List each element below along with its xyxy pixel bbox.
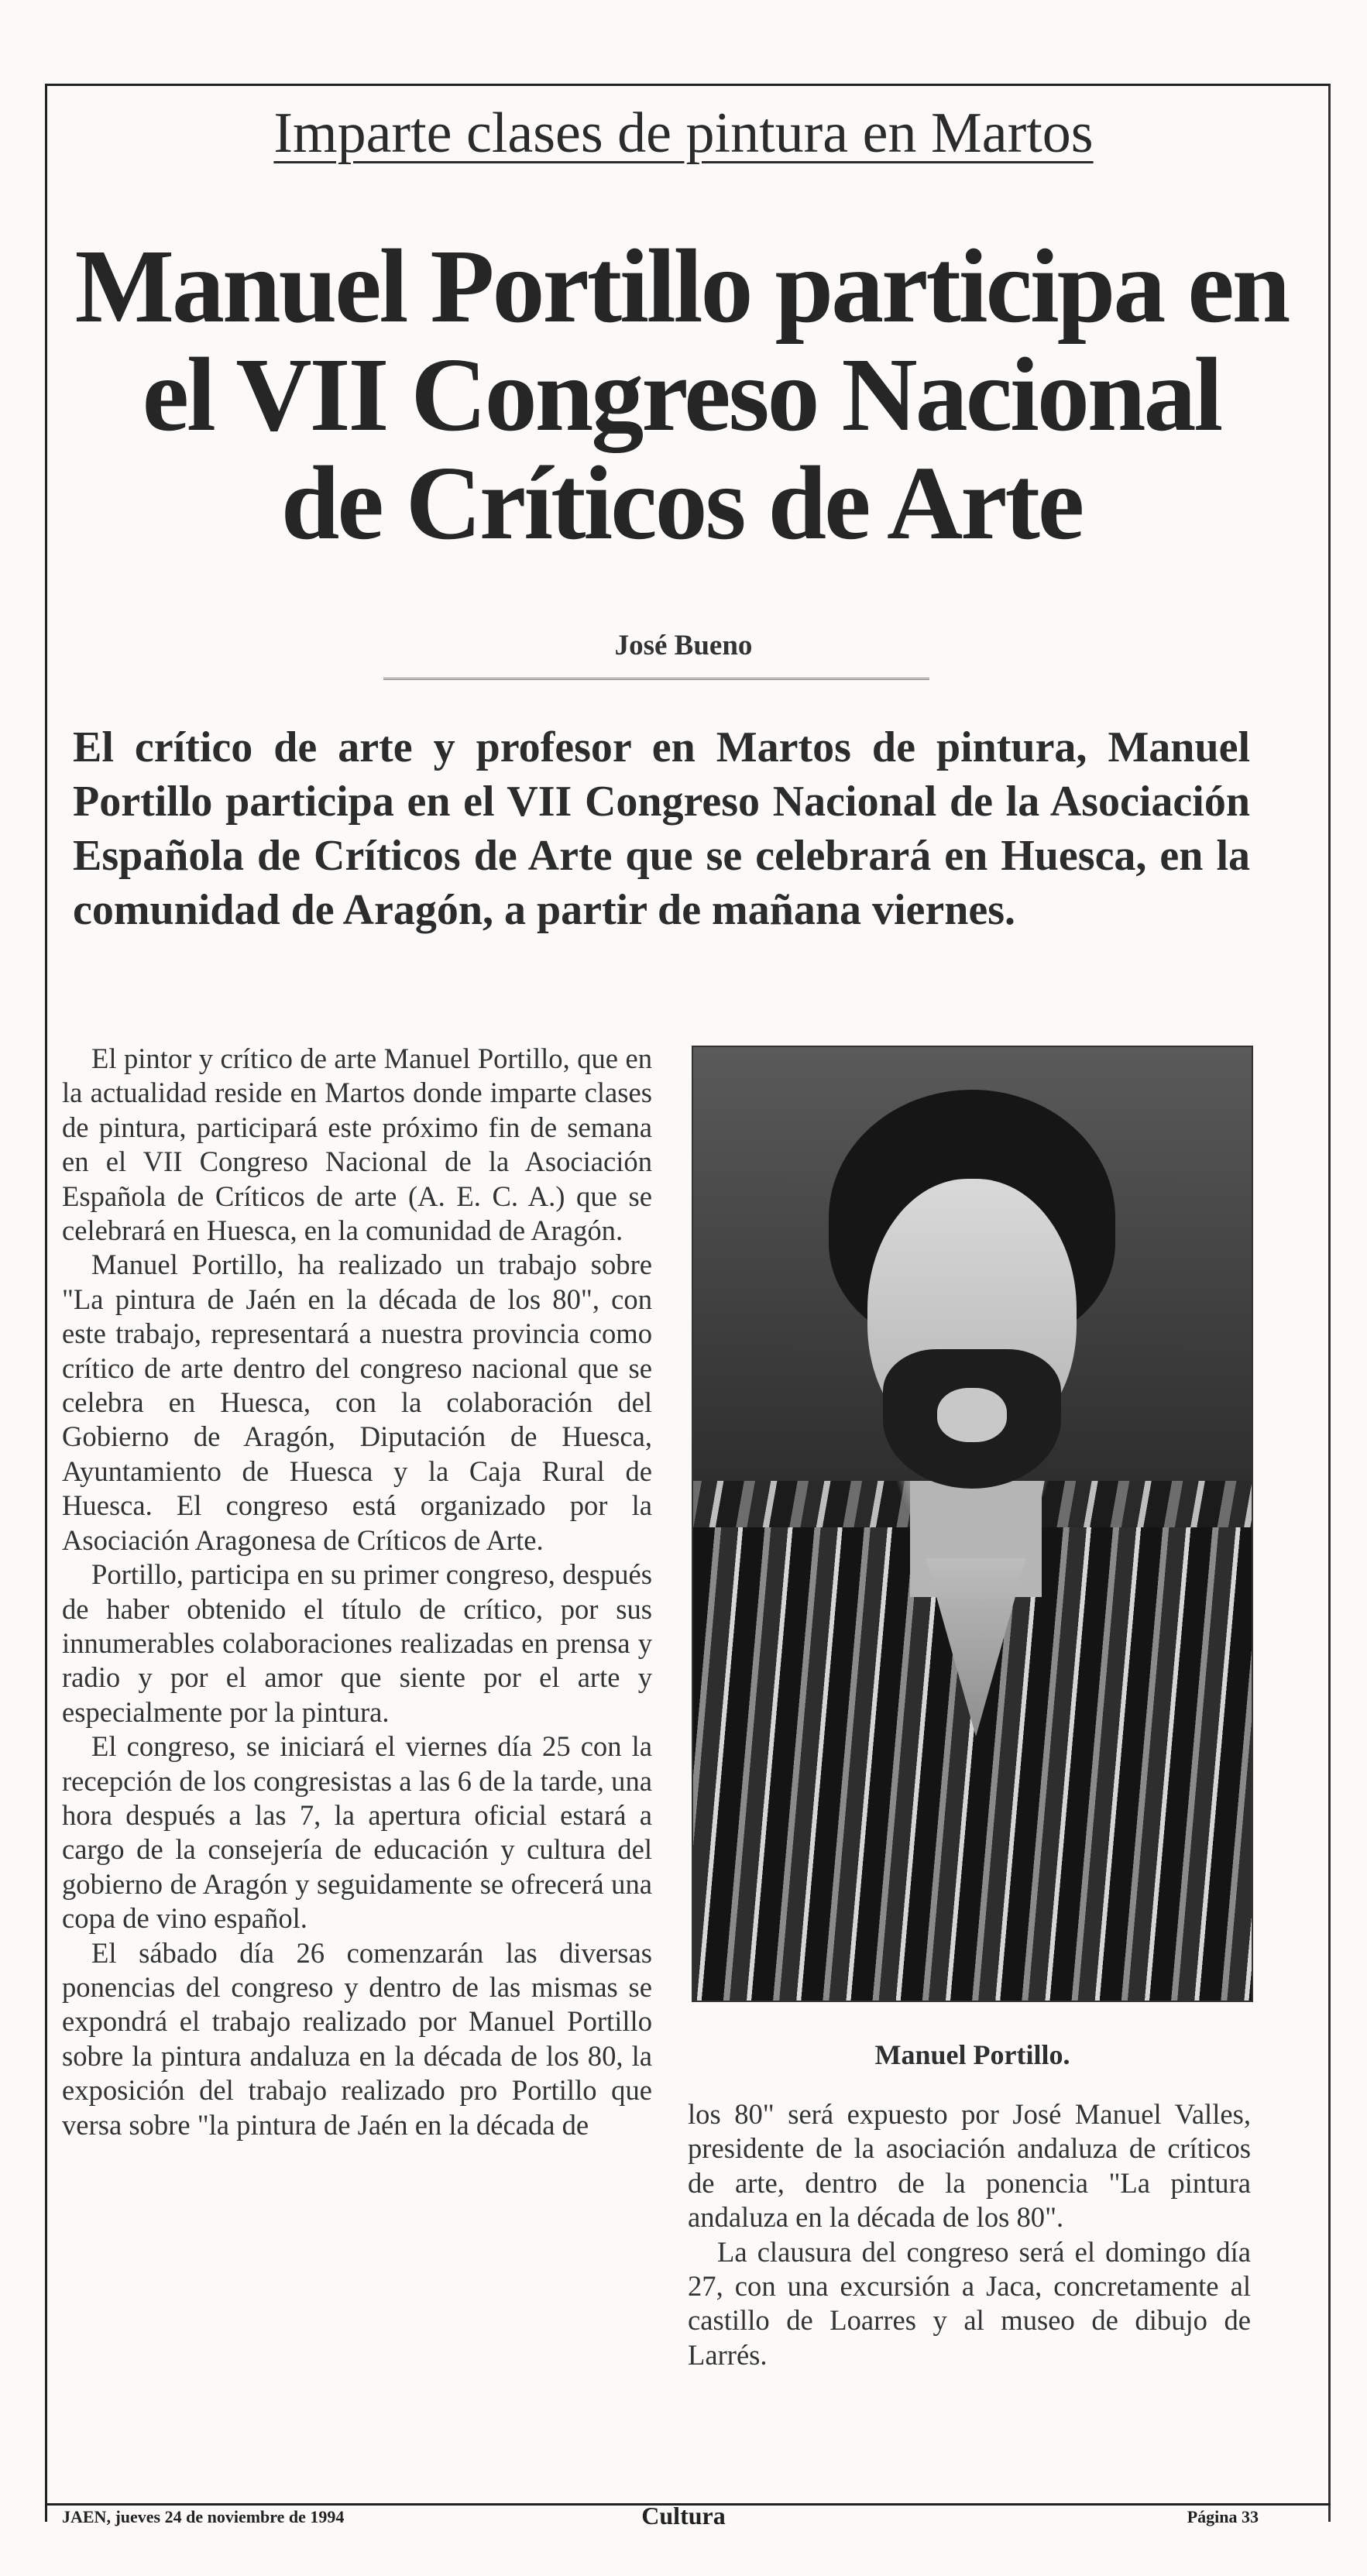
body-paragraph: Manuel Portillo, ha realizado un trabajo sobre "La pintura de Jaén en la década de los 80", con este trabajo, representará a nuestra provincia como crítico de arte dentro del congreso nacional que se celebra en Huesca, con la colaboración del Gobierno de Aragón, Diputación de Huesca, Ayuntamiento de Huesca y la Caja Rural de Huesca. El congreso está organizado por la Asociación Aragonesa de Críticos de Arte. (62, 1249, 652, 1556)
headline-line-2: el VII Congreso Nacional (142, 337, 1221, 453)
footer-date: JAEN, jueves 24 de noviembre de 1994 (62, 2507, 345, 2526)
footer-section: Cultura (641, 2502, 726, 2530)
photo-caption: Manuel Portillo. (874, 2039, 1070, 2070)
body-paragraph-continued: los 80" será expuesto por José Manuel Valles, presidente de la asociación andaluza de críticos de arte, dentro de la ponencia "La pintura andaluza en la década de los 80". (688, 2098, 1251, 2234)
body-paragraph: El congreso, se iniciará el viernes día 25 con la recepción de los congresistas a las 6 de la tarde, una hora después a las 7, la apertura oficial estará a cargo de la consejería de educación y cultura del gobierno de Aragón y seguidamente se ofrecerá una copa de vino español. (62, 1730, 652, 1935)
byline: José Bueno (614, 630, 753, 661)
article-headline (62, 228, 1301, 562)
body-paragraph: El pintor y crítico de arte Manuel Portillo, que en la actualidad reside en Martos donde imparte clases de pintura, participará este próximo fin de semana en el VII Congreso Nacional de la Asociación Española de Críticos de arte (A. E. C. A.) que se celebrará en Huesca, en la comunidad de Aragón. (62, 1042, 652, 1247)
portrait-photo (692, 1046, 1253, 2002)
body-paragraph: La clausura del congreso será el domingo día 27, con una excursión a Jaca, concretamente al castillo de Loarres y al museo de dibujo de Larrés. (688, 2235, 1251, 2371)
byline-rule (383, 678, 929, 680)
body-paragraph: Portillo, participa en su primer congreso, después de haber obtenido el título de crítico, por sus innumerables colaboraciones realizadas en prensa y radio y por el amor que siente por el arte y especialmente por la pintura. (62, 1558, 652, 1728)
headline-line-3: de Críticos de Arte (280, 445, 1083, 562)
body-column-right (688, 2097, 1251, 2372)
article-kicker: Imparte clases de pintura en Martos (273, 101, 1094, 165)
body-column-left (62, 1042, 652, 2142)
photo-chin (937, 1388, 1007, 1442)
article-lead: El crítico de arte y profesor en Martos de pintura, Manuel Portillo participa en el VII Congreso Nacional de la Asociación Española de Críticos de Arte que se celebrará en Huesca, en la comunidad de Aragón, a partir de mañana viernes. (73, 723, 1250, 934)
headline-line-1: Manuel Portillo participa en (74, 228, 1289, 345)
body-paragraph: El sábado día 26 comenzarán las diversas ponencias del congreso y dentro de las mismas se expondrá el trabajo realizado por Manuel Portillo sobre la pintura andaluza en la década de los 80, la exposición del trabajo realizado pro Portillo que versa sobre "la pintura de Jaén en la década de (62, 1936, 652, 2141)
footer-page-number: Página 33 (1187, 2507, 1259, 2526)
